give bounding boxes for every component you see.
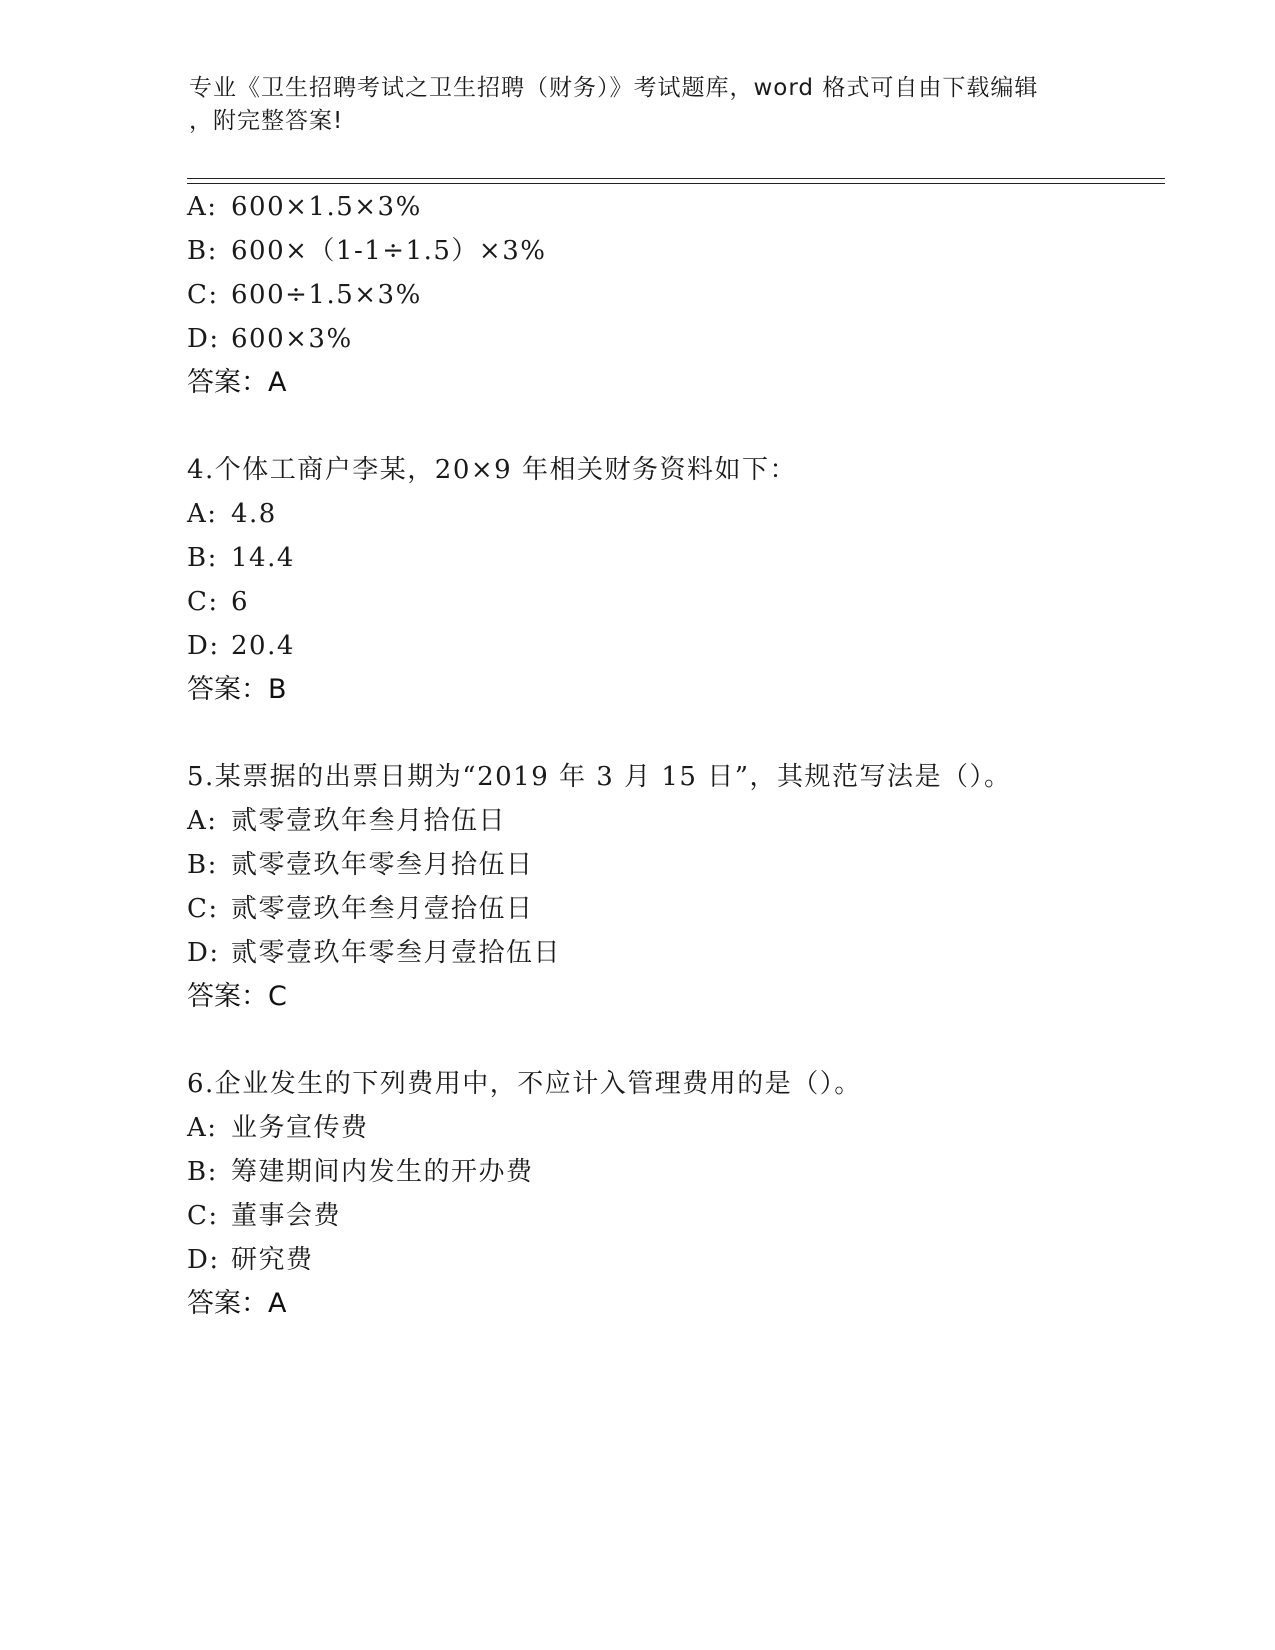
- option-label: B:: [187, 850, 218, 880]
- option-text: 贰零壹玖年叁月壹拾伍日: [231, 894, 534, 924]
- q6-answer: 答案：A: [187, 1288, 287, 1319]
- option-label: C:: [187, 1201, 219, 1231]
- option-label: D:: [187, 631, 220, 661]
- q3-answer: 答案：A: [187, 367, 287, 398]
- header-divider-top: [187, 178, 1165, 179]
- q6-option-a: [187, 1111, 369, 1145]
- option-label: C:: [187, 587, 219, 617]
- q6-option-d: [187, 1243, 314, 1277]
- q5-option-d: [187, 936, 561, 970]
- q3-option-b: [187, 234, 546, 268]
- q5-answer: 答案：C: [187, 981, 287, 1012]
- option-text: 14.4: [231, 543, 295, 573]
- option-label: A:: [187, 1113, 218, 1143]
- q4-option-d: [187, 629, 295, 663]
- option-label: A:: [187, 499, 218, 529]
- q4-option-b: [187, 541, 295, 575]
- q6-option-b: [187, 1155, 534, 1189]
- option-label: C:: [187, 894, 219, 924]
- option-label: C:: [187, 280, 219, 310]
- option-text: 600×1.5×3%: [231, 192, 422, 222]
- header-line-1: 专业《卫生招聘考试之卫生招聘（财务）》考试题库，word 格式可自由下载编辑: [189, 75, 1039, 101]
- option-text: 4.8: [231, 499, 277, 529]
- q6-option-c: [187, 1199, 341, 1233]
- option-text: 研究费: [231, 1245, 314, 1275]
- q3-option-a: [187, 190, 422, 224]
- q4-question: 4.个体工商户李某，20×9 年相关财务资料如下：: [187, 455, 797, 485]
- option-label: B:: [187, 543, 218, 573]
- option-label: D:: [187, 1245, 220, 1275]
- document-header: [189, 72, 1089, 138]
- option-text: 20.4: [231, 631, 295, 661]
- q3-option-c: [187, 278, 422, 312]
- option-text: 筹建期间内发生的开办费: [231, 1157, 534, 1187]
- option-label: A:: [187, 806, 218, 836]
- option-text: 600×（1-1÷1.5）×3%: [231, 236, 547, 266]
- q6-question: 6.企业发生的下列费用中，不应计入管理费用的是（）。: [187, 1069, 862, 1099]
- q5-question: 5.某票据的出票日期为“2019 年 3 月 15 日”，其规范写法是（）。: [187, 762, 1012, 792]
- header-divider-bottom: [187, 183, 1165, 184]
- option-label: B:: [187, 1157, 218, 1187]
- q4-answer: 答案：B: [187, 674, 287, 705]
- q5-option-c: [187, 892, 534, 926]
- option-label: A:: [187, 192, 218, 222]
- q4-option-c: [187, 585, 249, 619]
- option-text: 贰零壹玖年叁月拾伍日: [231, 806, 507, 836]
- option-text: 董事会费: [231, 1201, 342, 1231]
- option-text: 贰零壹玖年零叁月壹拾伍日: [231, 938, 562, 968]
- q5-option-a: [187, 804, 506, 838]
- option-label: D:: [187, 324, 220, 354]
- q4-option-a: [187, 497, 277, 531]
- option-text: 贰零壹玖年零叁月拾伍日: [231, 850, 534, 880]
- q3-option-d: [187, 322, 353, 356]
- option-text: 600×3%: [231, 324, 353, 354]
- option-text: 业务宣传费: [231, 1113, 369, 1143]
- option-text: 6: [231, 587, 250, 617]
- q5-option-b: [187, 848, 534, 882]
- option-text: 600÷1.5×3%: [231, 280, 422, 310]
- header-line-2: ，附完整答案!: [189, 108, 344, 134]
- option-label: D:: [187, 938, 220, 968]
- option-label: B:: [187, 236, 218, 266]
